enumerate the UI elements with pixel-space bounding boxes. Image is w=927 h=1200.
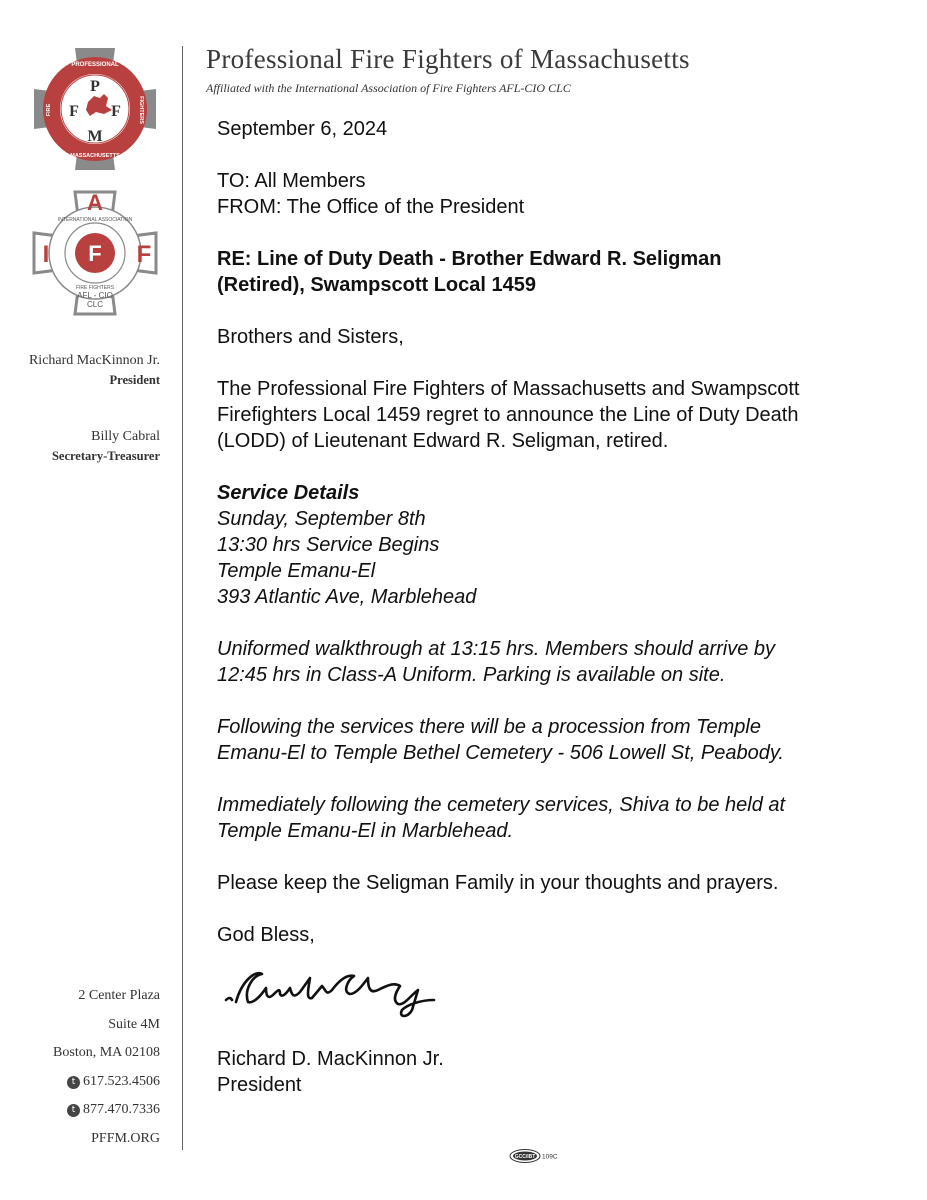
signer-block — [217, 1046, 444, 1098]
shiva-line: Temple Emanu-El in Marblehead. — [217, 820, 514, 842]
uniform-line: Uniformed walkthrough at 13:15 hrs. Members should arrive by — [217, 638, 776, 660]
pffm-arc-left: FIRE — [46, 103, 52, 117]
letter-body — [217, 116, 897, 948]
thoughts-line: Please keep the Seligman Family in your thoughts and prayers. — [217, 872, 779, 894]
pffm-arc-bottom: MASSACHUSETTS — [70, 153, 120, 159]
phone-icon: t — [67, 1076, 80, 1089]
closing-line: God Bless, — [217, 924, 315, 946]
officer-title: Secretary-Treasurer — [51, 449, 160, 463]
service-details-heading: Service Details — [217, 482, 360, 504]
letter-date: September 6, 2024 — [217, 118, 388, 140]
letter-subject-line-2: (Retired), Swampscott Local 1459 — [217, 274, 536, 296]
pffm-letter-m: M — [87, 128, 103, 145]
procession-line: Following the services there will be a procession from Temple — [217, 716, 761, 738]
website: PFFM.ORG — [91, 1130, 160, 1146]
officer-president — [29, 352, 160, 390]
iaff-clc-text: CLC — [86, 300, 104, 309]
signer-title: President — [217, 1074, 302, 1096]
iaff-ff-text: FIRE FIGHTERS — [75, 285, 115, 291]
iaff-afl-cio-text: AFL - CIO — [77, 291, 113, 300]
iaff-emblem-logo — [30, 188, 160, 318]
intro-line: Firefighters Local 1459 regret to announce the Line of Duty Death — [217, 404, 799, 426]
officer-secretary-treasurer — [52, 428, 160, 466]
intro-line: The Professional Fire Fighters of Massachusetts and Swampscott — [217, 378, 800, 400]
intro-line: (LODD) of Lieutenant Edward R. Seligman, retired. — [217, 430, 669, 452]
address-line: Suite 4M — [108, 1016, 160, 1032]
phone-line-1 — [53, 1070, 160, 1099]
iaff-letter-f-right: F — [136, 241, 152, 268]
letter-to: TO: All Members — [217, 170, 366, 192]
iaff-letter-i: I — [42, 241, 50, 268]
address-line: 2 Center Plaza — [78, 988, 160, 1003]
phone-number: 617.523.4506 — [83, 1073, 160, 1089]
contact-block — [53, 984, 160, 1155]
officer-title: President — [109, 373, 160, 387]
letter-greeting: Brothers and Sisters, — [217, 326, 404, 348]
address-line: Boston, MA 02108 — [53, 1045, 160, 1060]
service-day: Sunday, September 8th — [217, 508, 426, 530]
union-bug-code: 109C — [542, 1153, 558, 1161]
shiva-line: Immediately following the cemetery services, Shiva to be held at — [217, 794, 786, 816]
service-place: Temple Emanu-El — [217, 560, 376, 582]
iaff-letter-f-center: F — [88, 241, 102, 266]
org-name-heading: Professional Fire Fighters of Massachusetts — [206, 44, 690, 74]
letter-from: FROM: The Office of the President — [217, 196, 525, 218]
pffm-letter-f-right: F — [111, 103, 121, 120]
handwritten-signature — [222, 960, 442, 1022]
service-address: 393 Atlantic Ave, Marblehead — [217, 586, 477, 608]
phone-icon: t — [67, 1104, 80, 1117]
pffm-letter-f-left: F — [69, 103, 79, 120]
sidebar-divider — [182, 46, 183, 1150]
letterhead-sidebar — [0, 0, 182, 1200]
org-affiliation: Affiliated with the International Association of Fire Fighters AFL-CIO CLC — [206, 81, 571, 95]
pffm-arc-right: FIGHTERS — [138, 96, 144, 124]
officer-name: Richard MacKinnon Jr. — [28, 353, 160, 368]
iaff-letter-a: A — [87, 190, 103, 215]
officer-name: Billy Cabral — [91, 429, 160, 444]
letter-subject-line-1: RE: Line of Duty Death - Brother Edward R. Seligman — [217, 248, 722, 270]
uniform-line: 12:45 hrs in Class-A Uniform. Parking is available on site. — [217, 664, 726, 686]
union-printing-bug — [508, 1148, 568, 1164]
service-time: 13:30 hrs Service Begins — [217, 534, 440, 556]
union-bug-label: GCC/IBT — [514, 1154, 536, 1160]
phone-line-2 — [53, 1098, 160, 1127]
phone-number: 877.470.7336 — [83, 1102, 160, 1117]
iaff-arc-text: INTERNATIONAL ASSOCIATION — [57, 217, 133, 223]
pffm-arc-top: PROFESSIONAL — [71, 62, 119, 68]
pffm-letter-p: P — [90, 78, 100, 95]
signer-name: Richard D. MacKinnon Jr. — [217, 1048, 444, 1070]
procession-line: Emanu-El to Temple Bethel Cemetery - 506 Lowell St, Peabody. — [217, 742, 784, 764]
pffm-emblem-logo — [30, 44, 160, 174]
